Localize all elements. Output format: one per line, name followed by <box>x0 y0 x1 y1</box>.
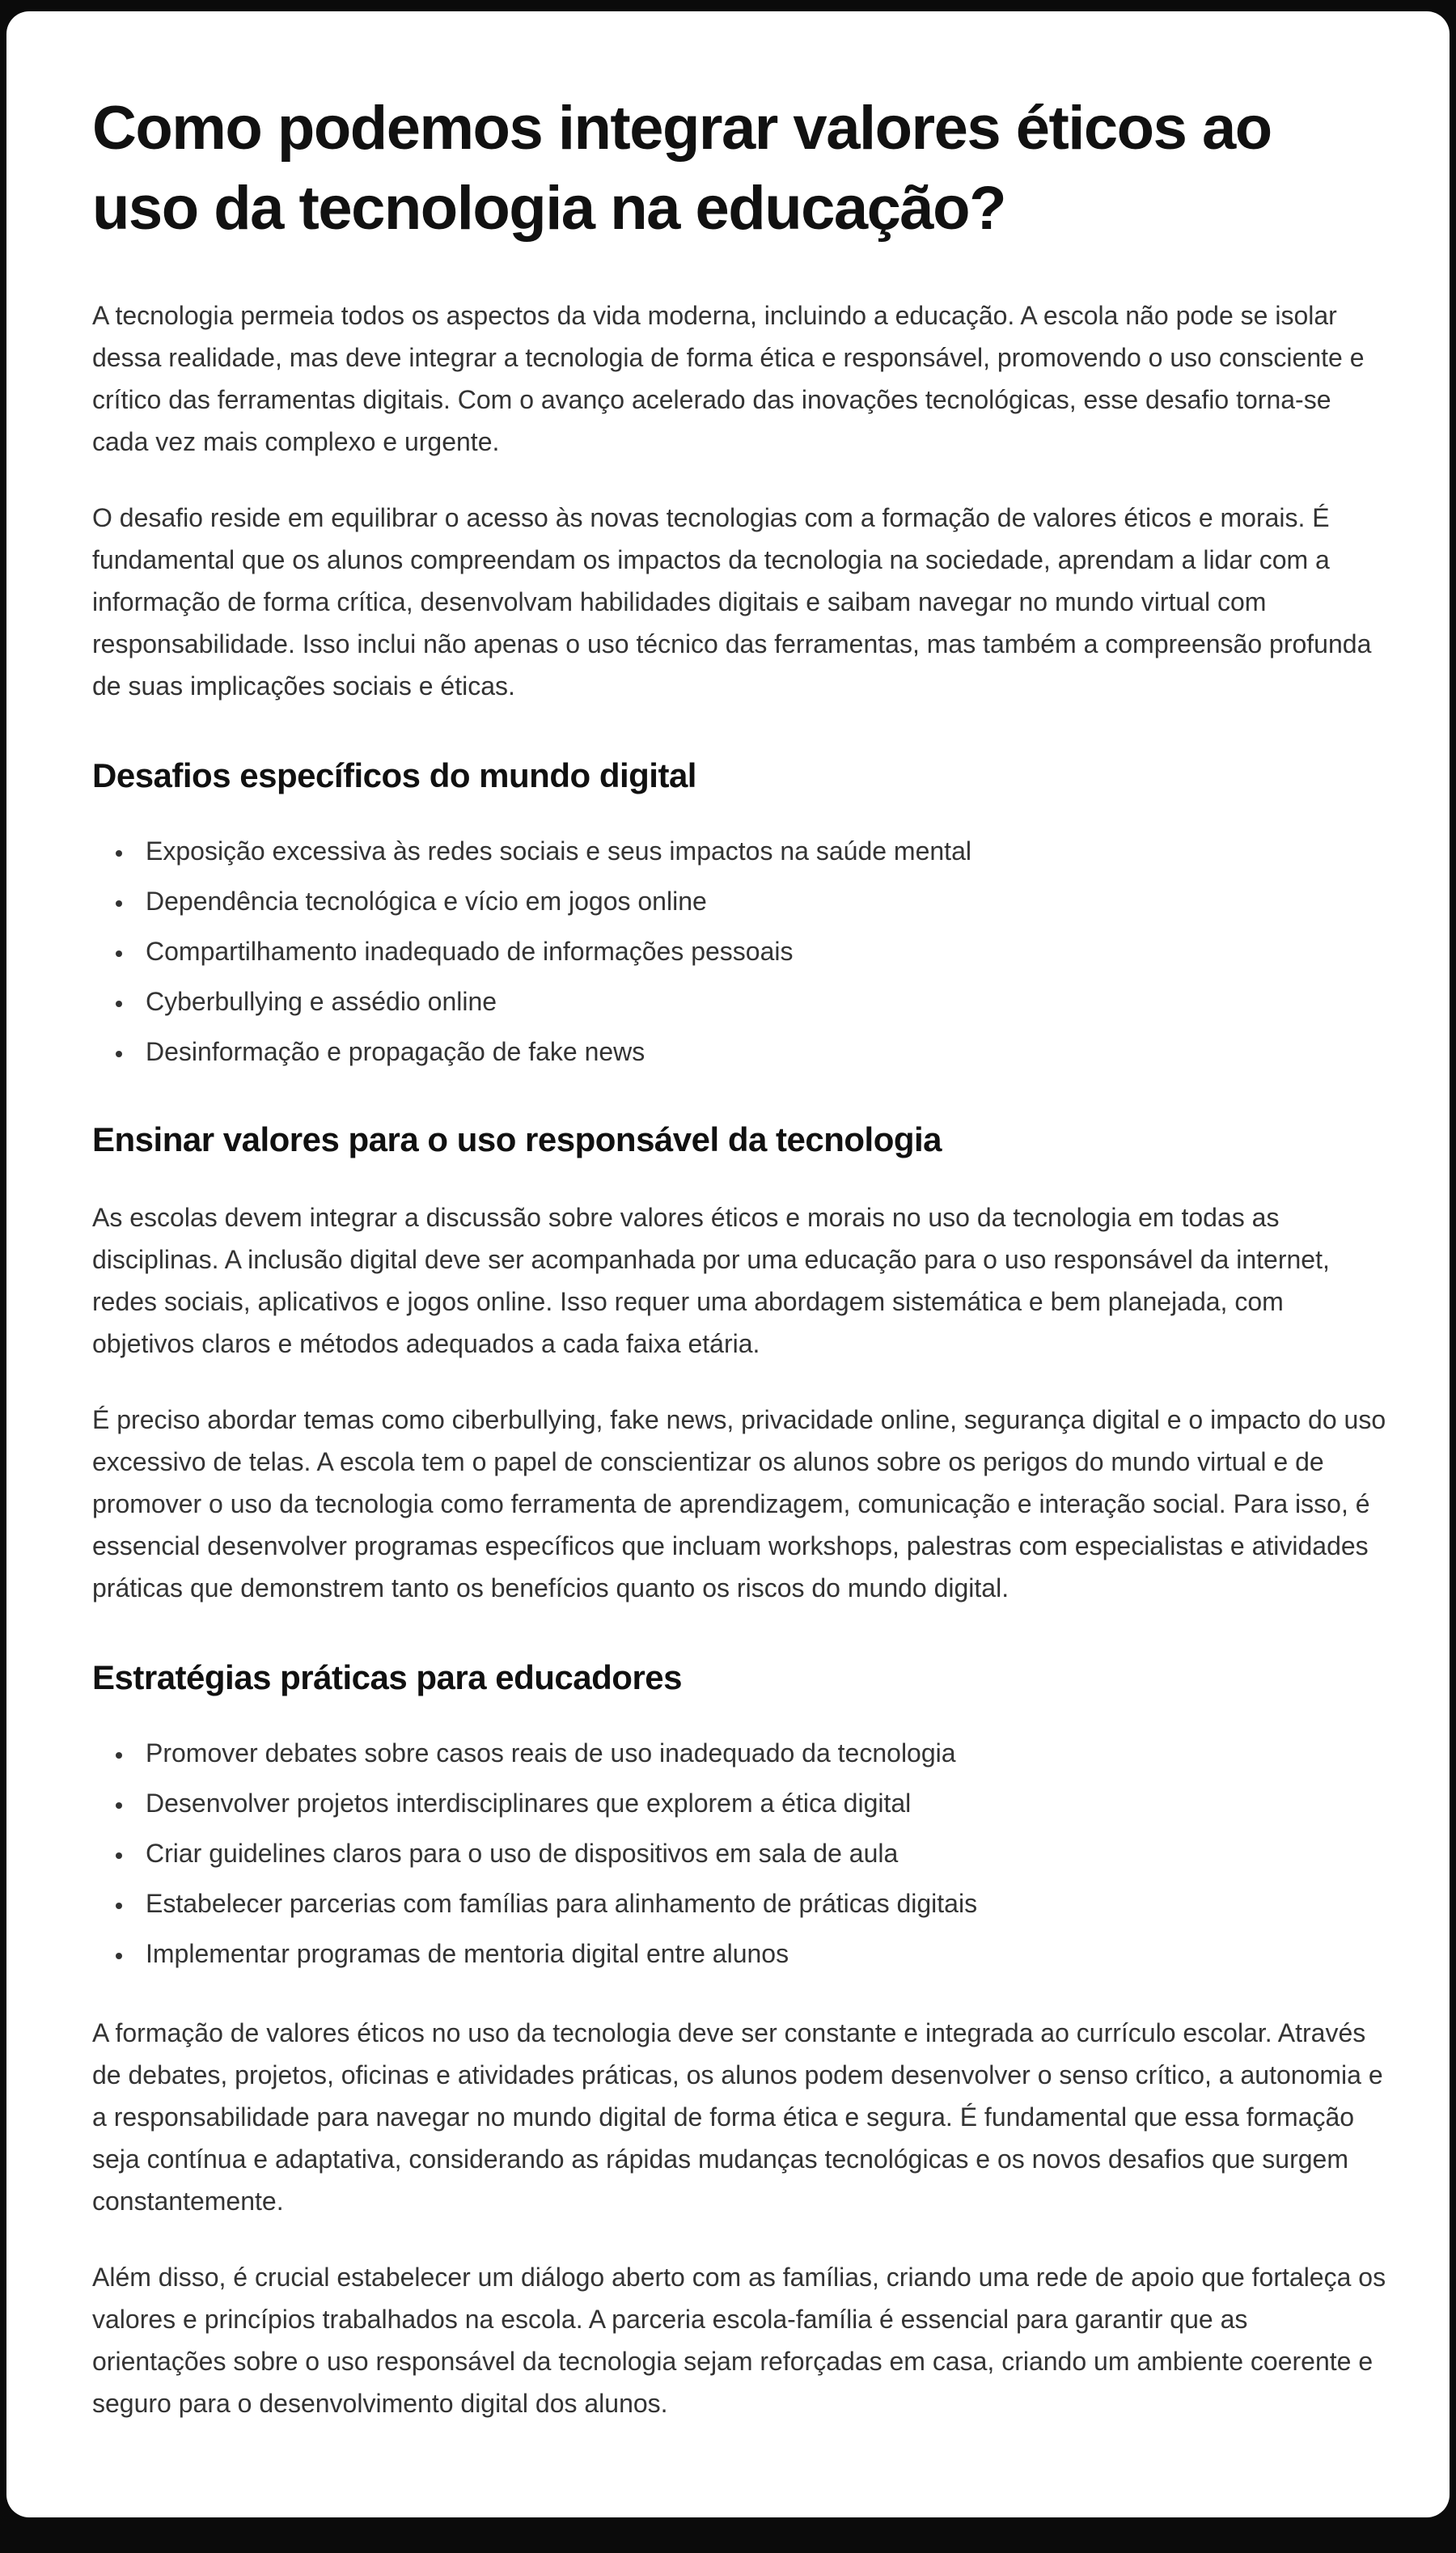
list-item: • Exposição excessiva às redes sociais e seus impactos na saúde mental <box>134 832 1386 870</box>
intro-paragraph-2: O desafio reside em equilibrar o acesso às novas tecnologias com a formação de valores éticos e morais. É fundamental que os alunos compreendam os impactos da tecnologia na sociedade, aprendam a lidar com a informação de forma crítica, desenvolvam habilidades digitais e saibam navegar no mundo virtual com responsabilidade. Isso inclui não apenas o uso técnico das ferramentas, mas também a compreensão profunda de suas implicações sociais e éticas. <box>92 502 1372 701</box>
list-item: • Compartilhamento inadequado de informações pessoais <box>134 932 1386 971</box>
list-item: • Desinformação e propagação de fake news <box>134 1032 1386 1071</box>
section-heading-desafios: Desafios específicos do mundo digital <box>92 756 696 794</box>
list-item: • Desenvolver projetos interdisciplinares que explorem a ética digital <box>134 1784 1386 1823</box>
article-card <box>6 11 1450 2517</box>
list-item: • Dependência tecnológica e vício em jogos online <box>134 882 1386 921</box>
article-content <box>6 11 1450 2507</box>
page-title: Como podemos integrar valores éticos ao uso da tecnologia na educação? <box>92 94 1272 243</box>
list-item: • Promover debates sobre casos reais de uso inadequado da tecnologia <box>134 1734 1386 1772</box>
list-item: • Criar guidelines claros para o uso de dispositivos em sala de aula <box>134 1834 1386 1873</box>
list-item: • Cyberbullying e assédio online <box>134 982 1386 1021</box>
conclusion-paragraph-2: Além disso, é crucial estabelecer um diálogo aberto com as famílias, criando uma rede de apoio que fortaleça os valores e princípios trabalhados na escola. A parceria escola-família é essencial para garantir que as orientações sobre o uso responsável da tecnologia sejam reforçadas em casa, criando um ambiente coerente e seguro para o desenvolvimento digital dos alunos. <box>92 2263 1386 2419</box>
section-heading-estrategias: Estratégias práticas para educadores <box>92 1658 683 1696</box>
estrategias-list <box>92 1734 1386 1973</box>
desafios-list <box>92 832 1386 1071</box>
ensinar-paragraph-2: É preciso abordar temas como ciberbullying, fake news, privacidade online, segurança digital e o impacto do uso excessivo de telas. A escola tem o papel de conscientizar os alunos sobre os perigos do mundo virtual e de promover o uso da tecnologia como ferramenta de aprendizagem, comunicação e interação social. Para isso, é essencial desenvolver programas específicos que incluam workshops, palestras com especialistas e atividades práticas que demonstrem tanto os benefícios quanto os riscos do mundo digital. <box>92 1404 1386 1603</box>
list-item: • Implementar programas de mentoria digital entre alunos <box>134 1934 1386 1973</box>
conclusion-paragraph-1: A formação de valores éticos no uso da tecnologia deve ser constante e integrada ao currículo escolar. Através de debates, projetos, oficinas e atividades práticas, os alunos podem desenvolver o senso crítico, a autonomia e a responsabilidade para navegar no mundo digital de forma ética e segura. É fundamental que essa formação seja contínua e adaptativa, considerando as rápidas mudanças tecnológicas e os novos desafios que surgem constantemente. <box>92 2018 1383 2216</box>
section-heading-ensinar: Ensinar valores para o uso responsável da tecnologia <box>92 1120 942 1159</box>
ensinar-paragraph-1: As escolas devem integrar a discussão sobre valores éticos e morais no uso da tecnologia em todas as disciplinas. A inclusão digital deve ser acompanhada por uma educação para o uso responsável da internet, redes sociais, aplicativos e jogos online. Isso requer uma abordagem sistemática e bem planejada, com objetivos claros e métodos adequados a cada faixa etária. <box>92 1202 1330 1358</box>
intro-paragraph-1: A tecnologia permeia todos os aspectos da vida moderna, incluindo a educação. A escola não pode se isolar dessa realidade, mas deve integrar a tecnologia de forma ética e responsável, promovendo o uso consciente e crítico das ferramentas digitais. Com o avanço acelerado das inovações tecnológicas, esse desafio torna-se cada vez mais complexo e urgente. <box>92 300 1365 456</box>
list-item: • Estabelecer parcerias com famílias para alinhamento de práticas digitais <box>134 1884 1386 1923</box>
